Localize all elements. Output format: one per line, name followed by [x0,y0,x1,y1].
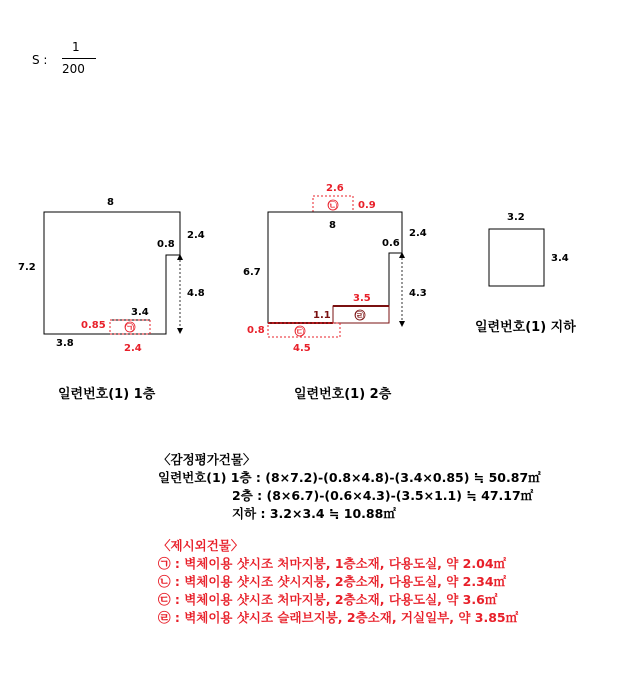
floor1-dim-notch: 0.8 [157,239,175,250]
floor2-marker-bottom: ㉢ [295,328,305,338]
floor2-plan [243,183,427,354]
floor1-caption: 일련번호(1) 1층 [58,387,156,402]
appraisal-line-3: 지하 : 3.2×3.4 ≒ 10.88㎡ [232,506,396,521]
floor2-dim-red-top-side: 0.9 [358,200,376,211]
floor1-arrow-head-bottom [177,328,183,334]
scale-numerator: 1 [72,40,80,54]
basement-caption: 일련번호(1) 지하 [475,320,576,335]
floor1-dim-left: 7.2 [18,262,36,273]
floor2-marker-step: ㉣ [355,312,365,322]
floor1-dim-right-upper: 2.4 [187,230,205,241]
floor1-outline [44,212,180,334]
floor1-dim-bottom: 3.8 [56,338,74,349]
scale-label: S : [32,53,48,67]
floor2-dim-red-left: 0.8 [247,325,265,336]
floor1-plan [18,197,205,354]
floor1-dim-step: 3.4 [131,307,149,318]
floor2-dim-mid: 1.1 [313,310,331,321]
floor2-dim-right-lower: 4.3 [409,288,427,299]
floor2-dim-left: 6.7 [243,267,261,278]
appraisal-line-1: 일련번호(1) 1층 : (8×7.2)-(0.8×4.8)-(3.4×0.85) ≒ 50.87㎡ [158,470,541,485]
floor2-dim-red-top: 2.6 [326,183,344,194]
floor2-dim-step: 3.5 [353,293,371,304]
floor2-dim-red-bottom: 4.5 [293,343,311,354]
appraisal-line-2: 2층 : (8×6.7)-(0.6×4.3)-(3.5×1.1) ≒ 47.17㎡ [232,488,534,503]
floor1-marker: ㉠ [125,324,135,334]
floor2-dim-notch: 0.6 [382,238,400,249]
excluded-item: ㉣ : 벽체이용 샷시조 슬래브지붕, 2층소재, 거실일부, 약 3.85㎡ [158,610,519,625]
floor2-dim-right-upper: 2.4 [409,228,427,239]
excluded-item: ㉡ : 벽체이용 샷시조 샷시지붕, 2층소재, 다용도실, 약 2.34㎡ [158,574,507,589]
basement-dim-right: 3.4 [551,253,569,264]
scale-denominator: 200 [62,62,85,76]
floor2-caption: 일련번호(1) 2층 [294,387,392,402]
basement-outline [489,229,544,286]
excluded-item: ㉢ : 벽체이용 샷시조 처마지붕, 2층소재, 다용도실, 약 3.6㎡ [158,592,498,607]
floor2-dim-top: 8 [329,220,336,231]
excluded-item: ㉠ : 벽체이용 샷시조 처마지붕, 1층소재, 다용도실, 약 2.04㎡ [158,556,507,571]
basement-plan [489,212,569,286]
floor2-marker-top: ㉡ [328,202,338,212]
floor1-dim-red-b: 2.4 [124,343,142,354]
excluded-heading: 〈제시외건물〉 [158,538,244,553]
floor2-arrow-head-bottom [399,321,405,327]
basement-dim-top: 3.2 [507,212,525,223]
floor1-dim-right-lower: 4.8 [187,288,205,299]
floor1-dim-red-a: 0.85 [81,320,106,331]
floor1-dim-top: 8 [107,197,114,208]
appraisal-heading: 〈감정평가건물〉 [158,452,256,467]
